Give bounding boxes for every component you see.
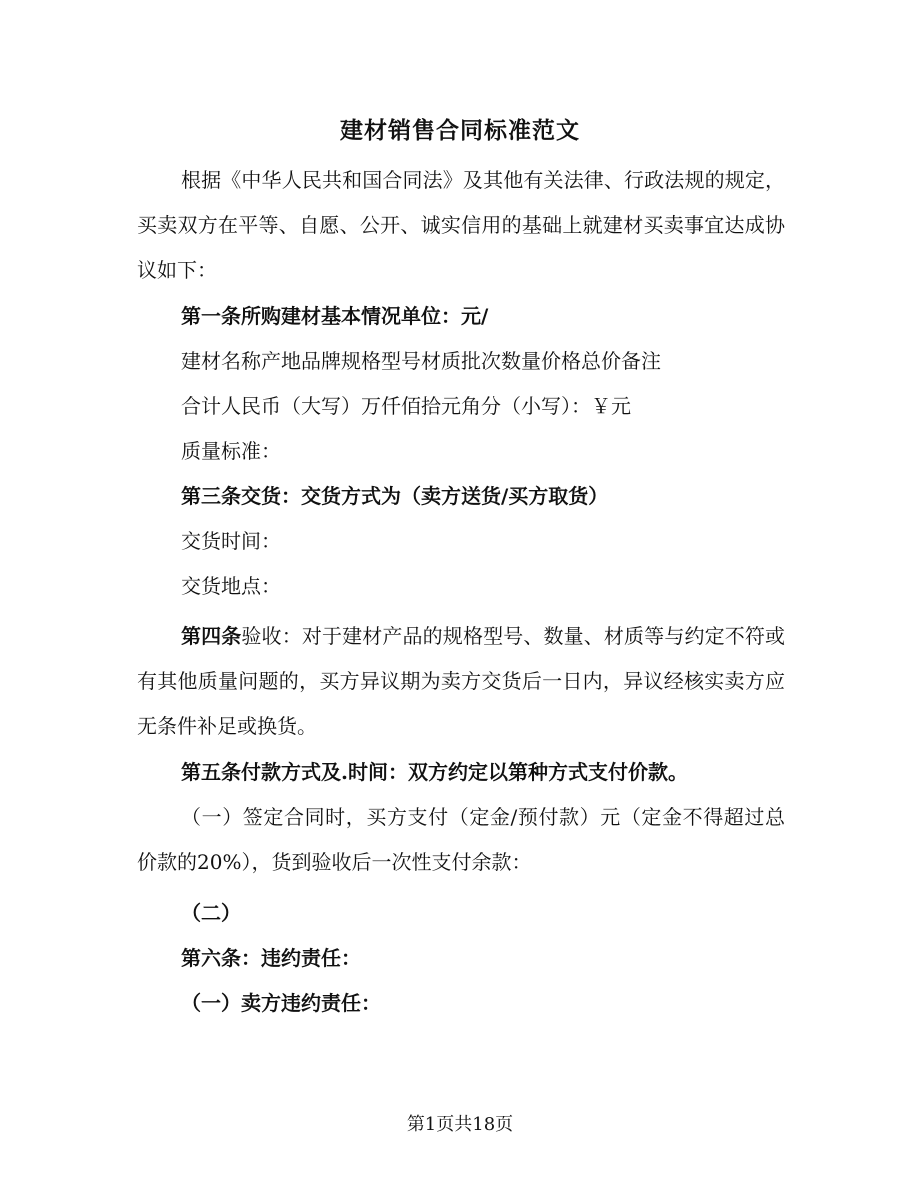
article-5-item-2: （二） [181,901,241,925]
article-4-text: 验收：对于建材产品的规格型号、数量、材质等与约定不符或有其他质量问题的，买方异议期为卖方交货后一日内，异议经核实卖方应无条件补足或换货。 [137,624,786,738]
document-body [137,158,785,293]
article-4-block [137,614,785,749]
article-1-total: 合计人民币（大写）万仟佰拾元角分（小写）：￥元 [181,394,631,418]
page-footer: 第1页共18页 [406,1114,514,1135]
delivery-time: 交货时间： [181,529,281,553]
article-6-heading: 第六条：违约责任： [181,946,361,970]
article-1-block [137,294,785,609]
document-title: 建材销售合同标准范文 [340,117,580,144]
article-4-label: 第四条 [181,624,242,648]
article-4-paragraph [137,614,785,749]
article-5-item-1: （一）签定合同时，买方支付（定金/预付款）元（定金不得超过总价款的20%），货到验收后一次性支付余款： [137,805,785,874]
article-1-heading: 第一条所购建材基本情况单位：元/ [181,304,489,328]
article-1-columns: 建材名称产地品牌规格型号材质批次数量价格总价备注 [181,349,661,373]
quality-standard: 质量标准： [181,439,281,463]
article-5-block [137,750,785,885]
delivery-place: 交货地点： [181,574,281,598]
article-5-heading: 第五条付款方式及.时间：双方约定以第种方式支付价款。 [181,760,688,784]
article-6-block [137,936,785,1026]
article-5-item-2-block [137,891,785,936]
intro-paragraph: 根据《中华人民共和国合同法》及其他有关法律、行政法规的规定，买卖双方在平等、自愿、公开、诚实信用的基础上就建材买卖事宜达成协议如下： [137,168,785,282]
article-3-heading: 第三条交货：交货方式为（卖方送货/买方取货） [181,484,609,508]
article-6-item-1: （一）卖方违约责任： [181,991,381,1015]
